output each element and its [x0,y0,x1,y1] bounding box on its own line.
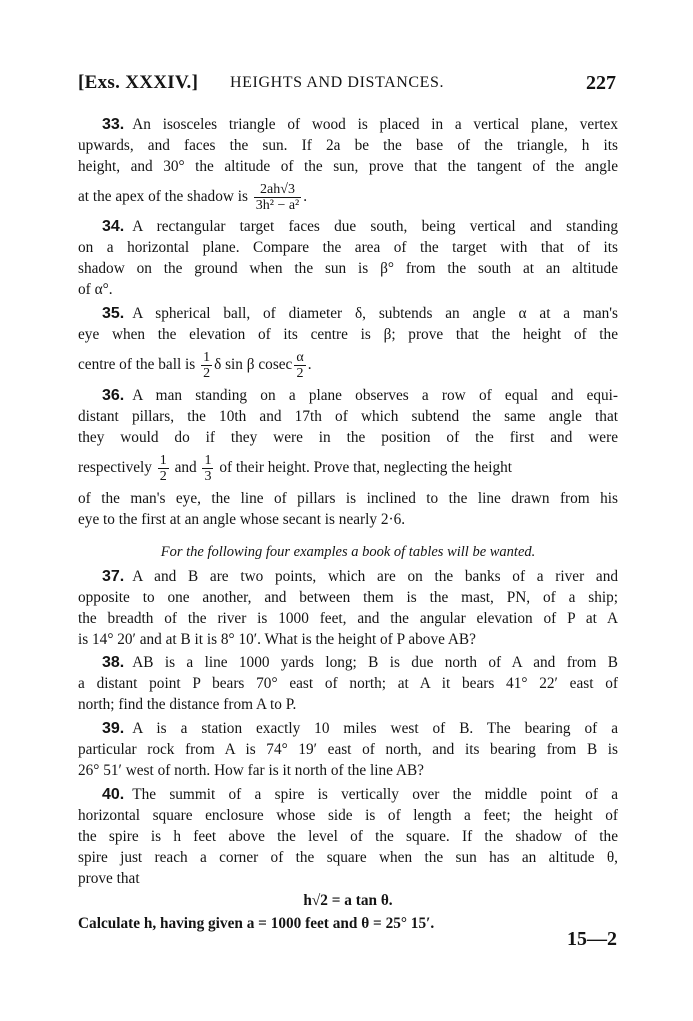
exercise-line: An isosceles triangle of wood is placed in a vertical plane, vertex [132,116,618,133]
exercise-line: upwards, and faces the sun. If 2a be the base of the triangle, h its [78,137,618,154]
exercise-line: horizontal square enclosure whose side is of length a feet; the height of [78,807,618,824]
exercise-line: A man standing on a plane observes a row of equal and equi- [132,387,618,404]
exercise-34 [78,216,618,300]
exercise-37 [78,566,618,650]
exercise-line: A spherical ball, of diameter δ, subtends an angle α at a man's [132,305,618,322]
exercise-line: a distant point P bears 70° east of north; at A it bears 41° 22′ east of [78,675,618,692]
exercise-number: 35. [102,305,125,322]
exercise-number: 39. [102,720,125,737]
exercise-line: shadow on the ground when the sun is β° from the south at an altitude [78,260,618,277]
exercise-39 [78,718,618,781]
exercise-line: A is a station exactly 10 miles west of B. The bearing of a [132,720,618,737]
exercise-line: the spire is h feet above the level of the square. If the shadow of the [78,828,618,845]
exercise-line: of the man's eye, the line of pillars is inclined to the line drawn from his [78,490,618,507]
page-number: 227 [586,72,616,94]
exercise-number: 40. [102,786,125,803]
exercise-line: A and B are two points, which are on the banks of a river and [132,568,618,585]
exercise-line: the breadth of the river is 1000 feet, and the angular elevation of P at A [78,610,618,627]
fraction: $\frac{\alpha}{2}$ [296,349,304,381]
exercise-line: Calculate h, having given a = 1000 feet and θ = 25° 15′. [78,915,435,932]
exercise-line: north; find the distance from A to P. [78,696,297,713]
exercise-number: 38. [102,654,125,671]
exercise-line: particular rock from A is 74° 19′ east of north, and its bearing from B is [78,741,618,758]
exercise-line: 26° 51′ west of north. How far is it north of the line AB? [78,762,424,779]
fraction: $\frac{1}{3}$ [204,452,212,484]
exercise-35 [78,303,618,385]
section-label: [Exs. XXXIV.] [78,72,199,93]
exercise-line: spire just reach a corner of the square when the sun has an altitude θ, [78,849,618,866]
exercise-number: 37. [102,568,125,585]
exercise-40 [78,784,618,934]
exercise-line: eye when the elevation of its centre is β; prove that the height of the [78,326,618,343]
exercise-line: prove that [78,870,140,887]
exercise-36 [78,385,618,530]
fraction: $\frac{2ah√3}{\text{3h² − a²}}$ [255,181,300,213]
running-title: HEIGHTS AND DISTANCES. [230,74,445,91]
exercise-line: on a horizontal plane. Compare the area of the target with that of its [78,239,618,256]
exercise-line: AB is a line 1000 yards long; B is due north of A and from B [132,654,618,671]
exercise-line: A rectangular target faces due south, being vertical and standing [132,218,618,235]
height-formula: centre of the ball is $\frac{1}{2}$ δ sin β cosec $\frac{\alpha}{2}$ . [78,349,312,381]
exercise-line: height, and 30° the altitude of the sun, prove that the tangent of the angle [78,158,618,175]
fractions-line: respectively $\frac{1}{2}$ and $\frac{1}{3}$ of their height. Prove that, neglecting the height [78,452,512,484]
tables-note: For the following four examples a book of tables will be wanted. [160,544,536,560]
signature-mark: 15—2 [567,928,617,950]
apex-formula: at the apex of the shadow is $\frac{2ah√3}{\text{3h² − a²}}$ . [78,181,308,213]
exercise-line: of α°. [78,281,113,298]
exercise-line: The summit of a spire is vertically over the middle point of a [132,786,618,803]
exercise-line: eye to the first at an angle whose secant is nearly 2·6. [78,511,406,528]
exercise-33 [78,114,618,217]
exercise-line: they would do if they were in the position of the first and were [78,429,618,446]
exercise-number: 36. [102,387,125,404]
exercise-line: distant pillars, the 10th and 17th of which subtend the same angle that [78,408,618,425]
exercise-line: is 14° 20′ and at B it is 8° 10′. What is the height of P above AB? [78,631,476,648]
exercise-38 [78,652,618,715]
exercise-number: 34. [102,218,125,235]
fraction: $\frac{1}{2}$ [203,349,211,381]
page-header [78,72,616,98]
fraction: $\frac{1}{2}$ [159,452,167,484]
exercise-line: opposite to one another, and between them is the mast, PN, of a ship; [78,589,618,606]
spire-formula: h√2 = a tan θ. [303,892,393,909]
exercise-number: 33. [102,116,125,133]
